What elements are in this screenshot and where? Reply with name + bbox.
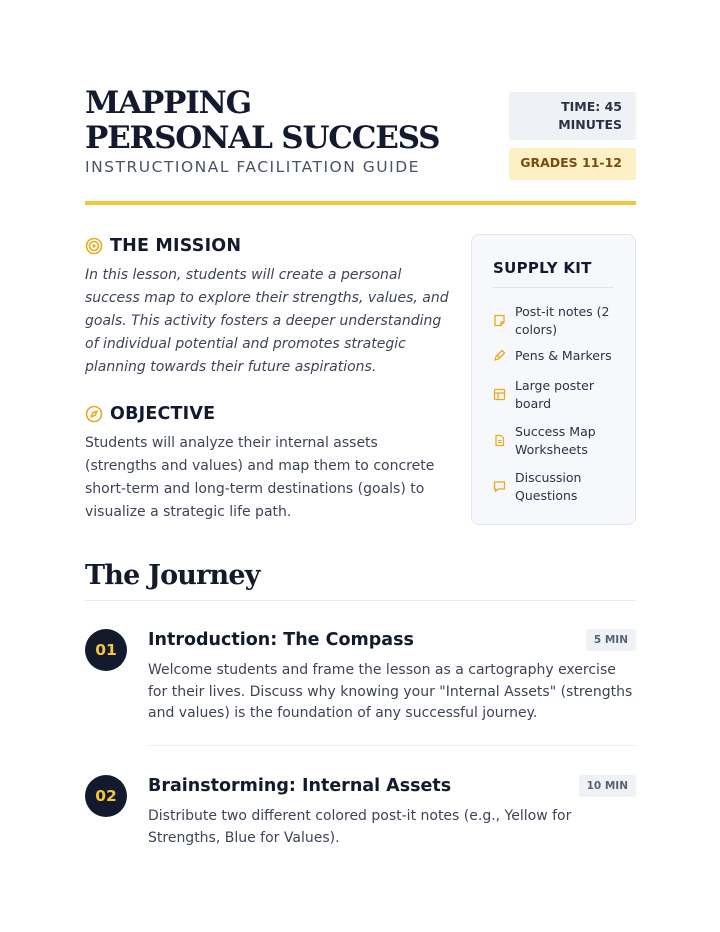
journey-divider [85, 600, 636, 601]
objective-heading-label: OBJECTIVE [110, 404, 216, 424]
step-description: Welcome students and frame the lesson as a cartography exercise for their lives. Discuss why knowing your "Internal Assets" (strengths and values) is the foundation of any successful journey. [148, 662, 633, 721]
mission-heading-label: THE MISSION [110, 236, 242, 256]
objective-heading [85, 404, 215, 424]
compass-icon [85, 405, 103, 423]
supply-item [493, 423, 615, 458]
page-title: MAPPING PERSONAL SUCCESS [85, 85, 440, 156]
supply-item-label: Large poster board [515, 378, 594, 411]
step-duration-badge: 10 MIN [579, 775, 636, 797]
step-title: Brainstorming: Internal Assets [148, 776, 452, 796]
supply-kit-divider [493, 287, 614, 288]
chat-bubble-icon [493, 480, 506, 493]
step-number-badge: 01 [85, 629, 127, 671]
step-number-badge: 02 [85, 775, 127, 817]
layout-board-icon [493, 388, 506, 401]
lesson-guide-page [85, 0, 636, 932]
document-icon [493, 434, 506, 447]
supply-item [493, 377, 615, 412]
target-icon [85, 237, 103, 255]
objective-text: Students will analyze their internal assets (strengths and values) and map them to concrete short-term and long-term destinations (goals) to visualize a strategic life path. [85, 435, 435, 520]
grades-badge: GRADES 11-12 [509, 148, 636, 180]
supply-item [493, 469, 615, 504]
supply-item-label: Pens & Markers [515, 348, 612, 363]
header-divider [85, 201, 636, 205]
page-subtitle: INSTRUCTIONAL FACILITATION GUIDE [85, 158, 420, 176]
step-divider [148, 745, 636, 746]
mission-text: In this lesson, students will create a personal success map to explore their strengths, values, and goals. This activity fosters a deeper understanding of individual potential and promotes strategic planning towards their future aspirations. [85, 267, 449, 375]
supply-kit-heading: SUPPLY KIT [493, 259, 592, 277]
step-title: Introduction: The Compass [148, 630, 414, 650]
time-badge [509, 92, 636, 140]
sticky-note-icon [493, 314, 506, 327]
time-label: TIME: 45 MINUTES [558, 99, 622, 132]
supply-item [493, 303, 615, 338]
header [85, 86, 636, 206]
journey-heading: The Journey [85, 560, 260, 591]
supply-kit-card [471, 234, 636, 525]
supply-item-label: Success Map Worksheets [515, 424, 596, 457]
pen-icon [493, 349, 506, 362]
supply-item [493, 347, 615, 365]
step-duration-badge: 5 MIN [586, 629, 636, 651]
step-description: Distribute two different colored post-it notes (e.g., Yellow for Strengths, Blue for Values). [148, 808, 572, 846]
supply-item-label: Discussion Questions [515, 470, 582, 503]
mission-heading [85, 236, 241, 256]
supply-item-label: Post-it notes (2 colors) [515, 304, 610, 337]
